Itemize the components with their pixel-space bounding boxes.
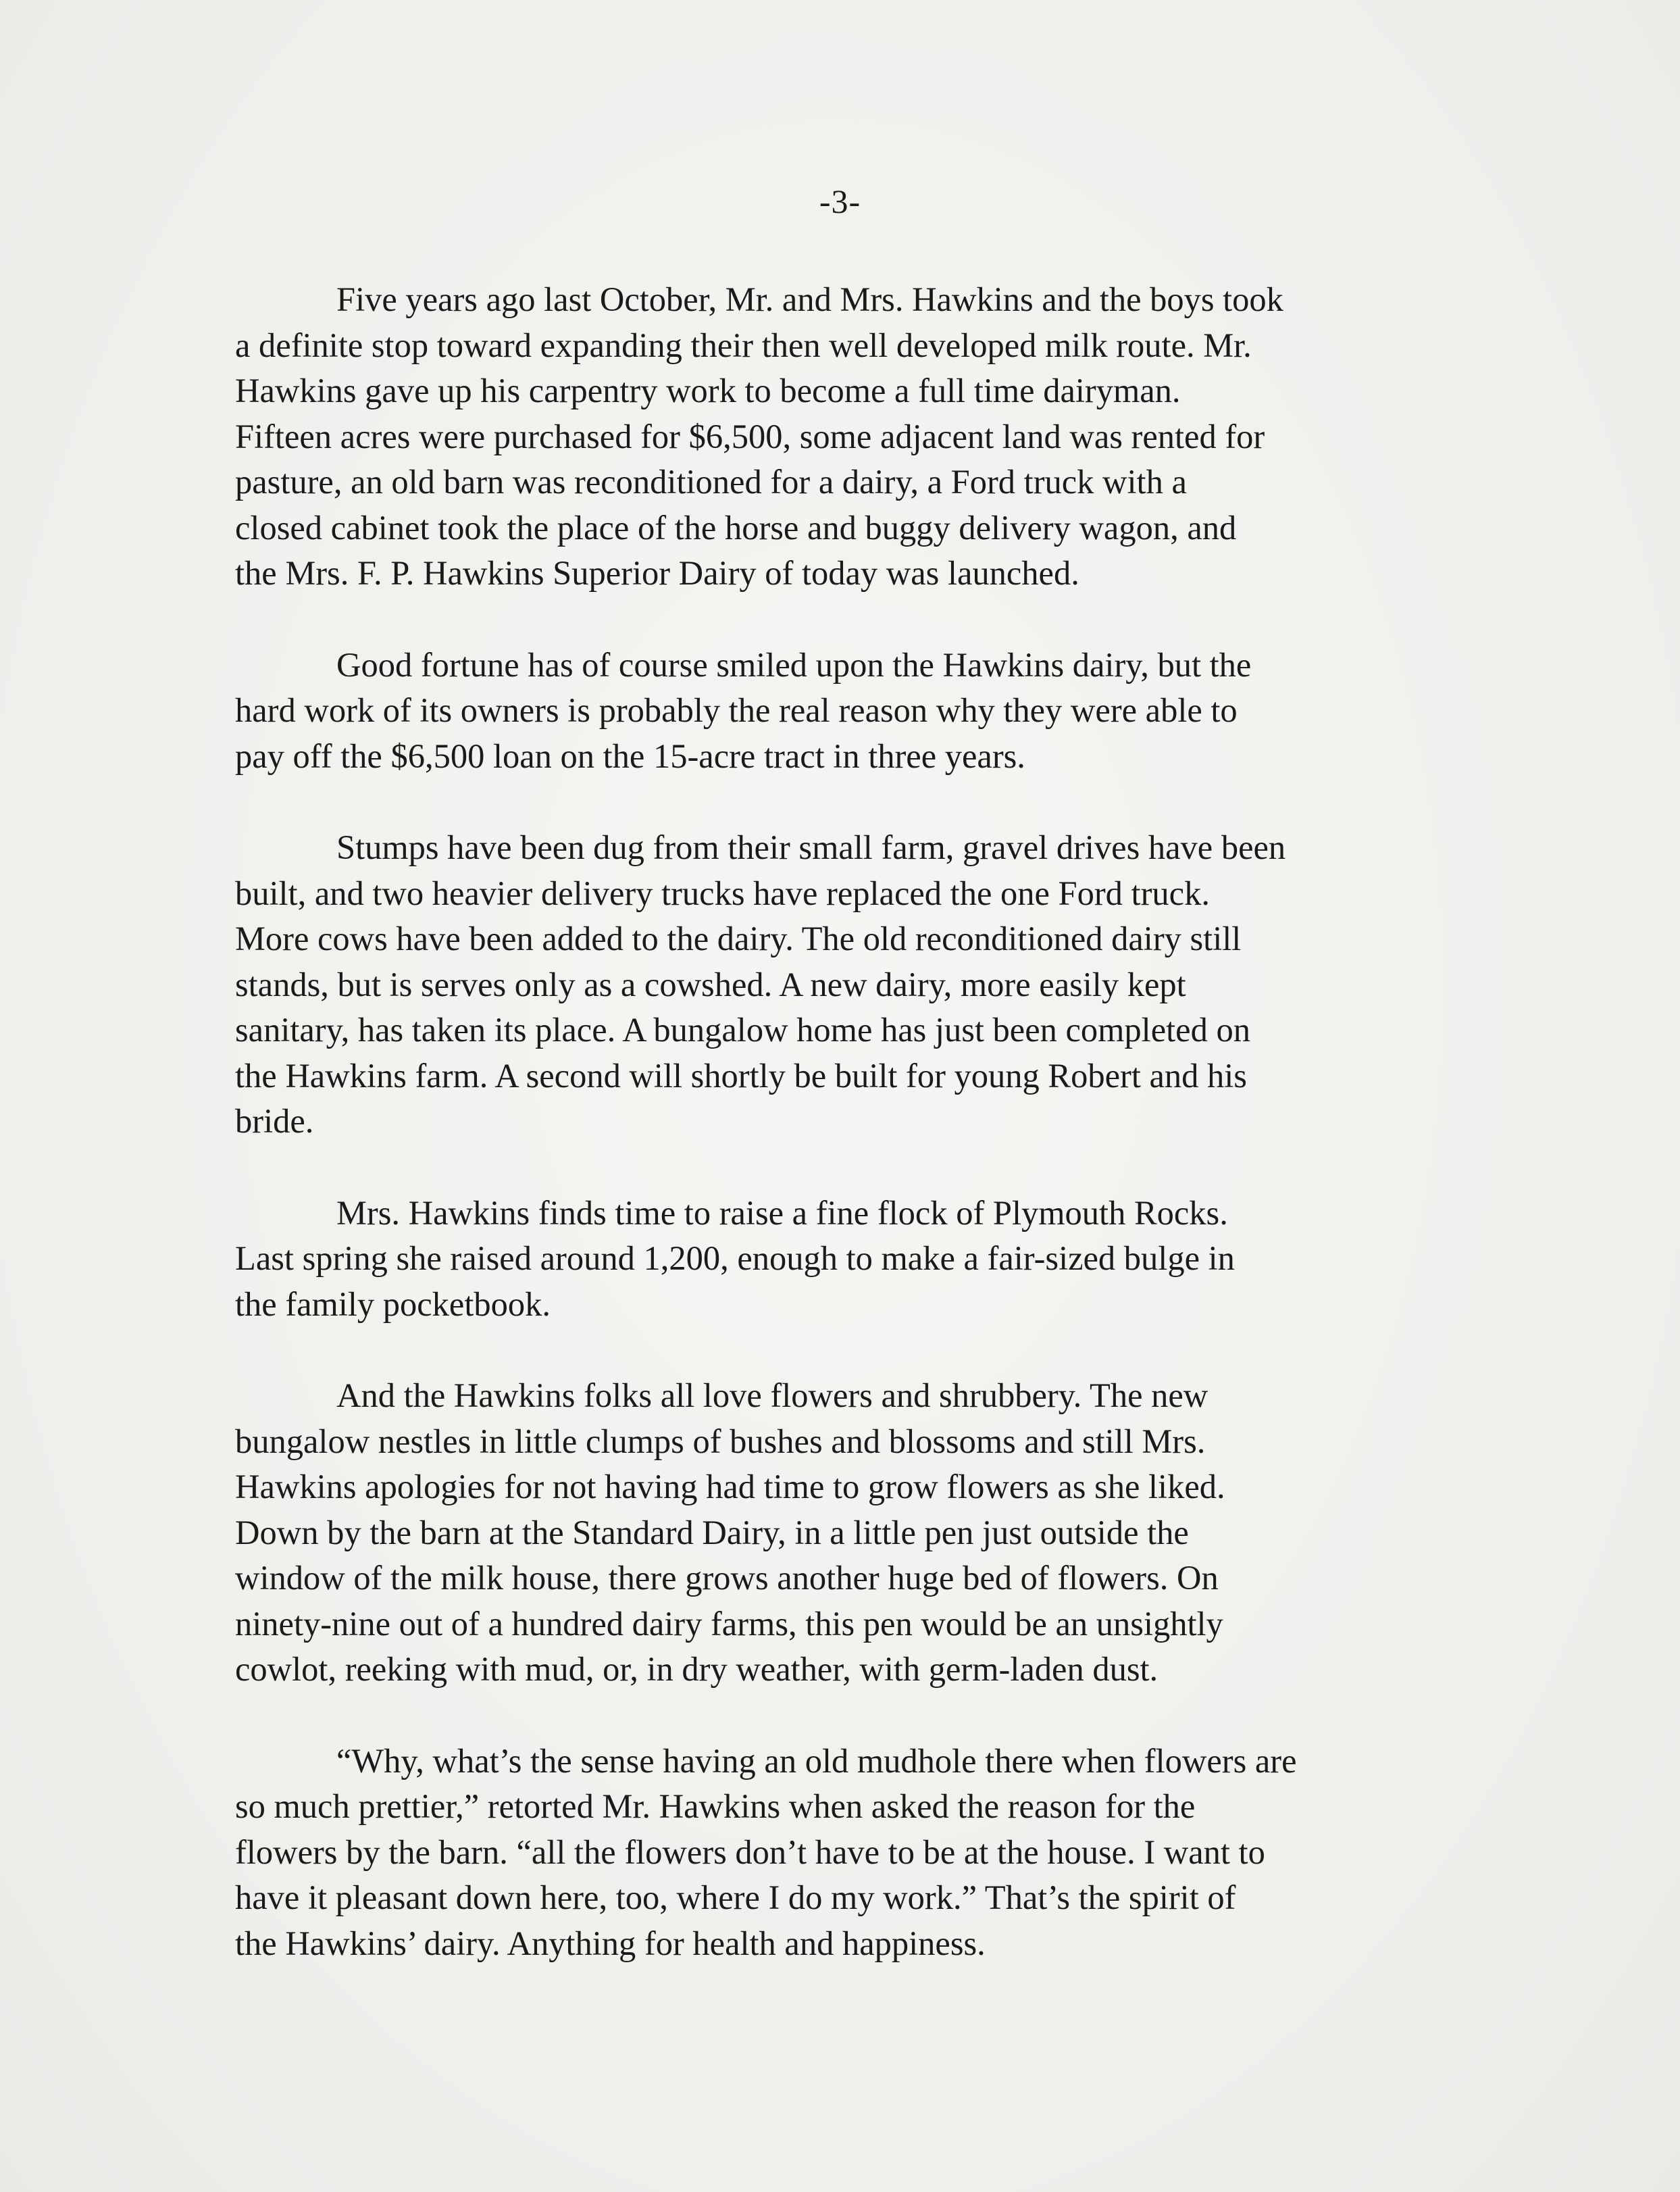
text-line: the Mrs. F. P. Hawkins Superior Dairy of today was launched. bbox=[235, 554, 1079, 592]
text-line: the Hawkins farm. A second will shortly be built for young Robert and his bbox=[235, 1056, 1247, 1095]
text-line: “Why, what’s the sense having an old mudhole there when flowers are bbox=[336, 1741, 1297, 1780]
text-line: cowlot, reeking with mud, or, in dry weather, with germ-laden dust. bbox=[235, 1650, 1159, 1688]
text-line: so much prettier,” retorted Mr. Hawkins when asked the reason for the bbox=[235, 1787, 1196, 1825]
text-line: window of the milk house, there grows another huge bed of flowers. On bbox=[235, 1559, 1219, 1597]
text-line: Down by the barn at the Standard Dairy, in a little pen just outside the bbox=[235, 1513, 1189, 1551]
text-line: Stumps have been dug from their small farm, gravel drives have been bbox=[336, 828, 1286, 866]
paragraph-4 bbox=[235, 1191, 1451, 1328]
text-line: pasture, an old barn was reconditioned for a dairy, a Ford truck with a bbox=[235, 463, 1187, 501]
text-line: ninety-nine out of a hundred dairy farms, this pen would be an unsightly bbox=[235, 1604, 1223, 1643]
text-line: stands, but is serves only as a cowshed. A new dairy, more easily kept bbox=[235, 965, 1186, 1003]
paragraph-2 bbox=[235, 643, 1451, 780]
text-line: the family pocketbook. bbox=[235, 1285, 551, 1323]
text-line: And the Hawkins folks all love flowers and shrubbery. The new bbox=[336, 1376, 1208, 1414]
text-line: Mrs. Hawkins finds time to raise a fine flock of Plymouth Rocks. bbox=[336, 1193, 1228, 1232]
text-line: Hawkins apologies for not having had time to grow flowers as she liked. bbox=[235, 1468, 1225, 1505]
paragraph-6 bbox=[235, 1739, 1451, 1967]
text-line: closed cabinet took the place of the horse and buggy delivery wagon, and bbox=[235, 508, 1237, 547]
text-line: Last spring she raised around 1,200, enough to make a fair-sized bulge in bbox=[235, 1239, 1235, 1277]
text-line: Fifteen acres were purchased for $6,500, some adjacent land was rented for bbox=[235, 417, 1265, 455]
text-line: built, and two heavier delivery trucks have replaced the one Ford truck. bbox=[235, 874, 1210, 912]
page-number: -3- bbox=[819, 182, 861, 220]
text-line: More cows have been added to the dairy. The old reconditioned dairy still bbox=[235, 920, 1242, 957]
text-line: sanitary, has taken its place. A bungalow home has just been completed on bbox=[235, 1011, 1250, 1049]
text-line: hard work of its owners is probably the real reason why they were able to bbox=[235, 691, 1238, 729]
text-line: the Hawkins’ dairy. Anything for health and happiness. bbox=[235, 1924, 986, 1962]
text-line: bungalow nestles in little clumps of bushes and blossoms and still Mrs. bbox=[235, 1422, 1206, 1460]
paragraph-1 bbox=[235, 277, 1451, 597]
text-line: a definite stop toward expanding their then well developed milk route. Mr. bbox=[235, 326, 1252, 364]
text-line: have it pleasant down here, too, where I do my work.” That’s the spirit of bbox=[235, 1878, 1236, 1916]
paragraph-3 bbox=[235, 825, 1451, 1145]
text-line: bride. bbox=[235, 1102, 314, 1140]
paragraph-5 bbox=[235, 1373, 1451, 1693]
text-line: Good fortune has of course smiled upon the Hawkins dairy, but the bbox=[336, 645, 1252, 684]
text-line: pay off the $6,500 loan on the 15-acre tract in three years. bbox=[235, 737, 1025, 775]
text-line: flowers by the barn. “all the flowers don’t have to be at the house. I want to bbox=[235, 1833, 1265, 1871]
text-line: Hawkins gave up his carpentry work to become a full time dairyman. bbox=[235, 372, 1181, 409]
text-line: Five years ago last October, Mr. and Mrs. Hawkins and the boys took bbox=[336, 280, 1283, 318]
body-text bbox=[235, 277, 1451, 2012]
